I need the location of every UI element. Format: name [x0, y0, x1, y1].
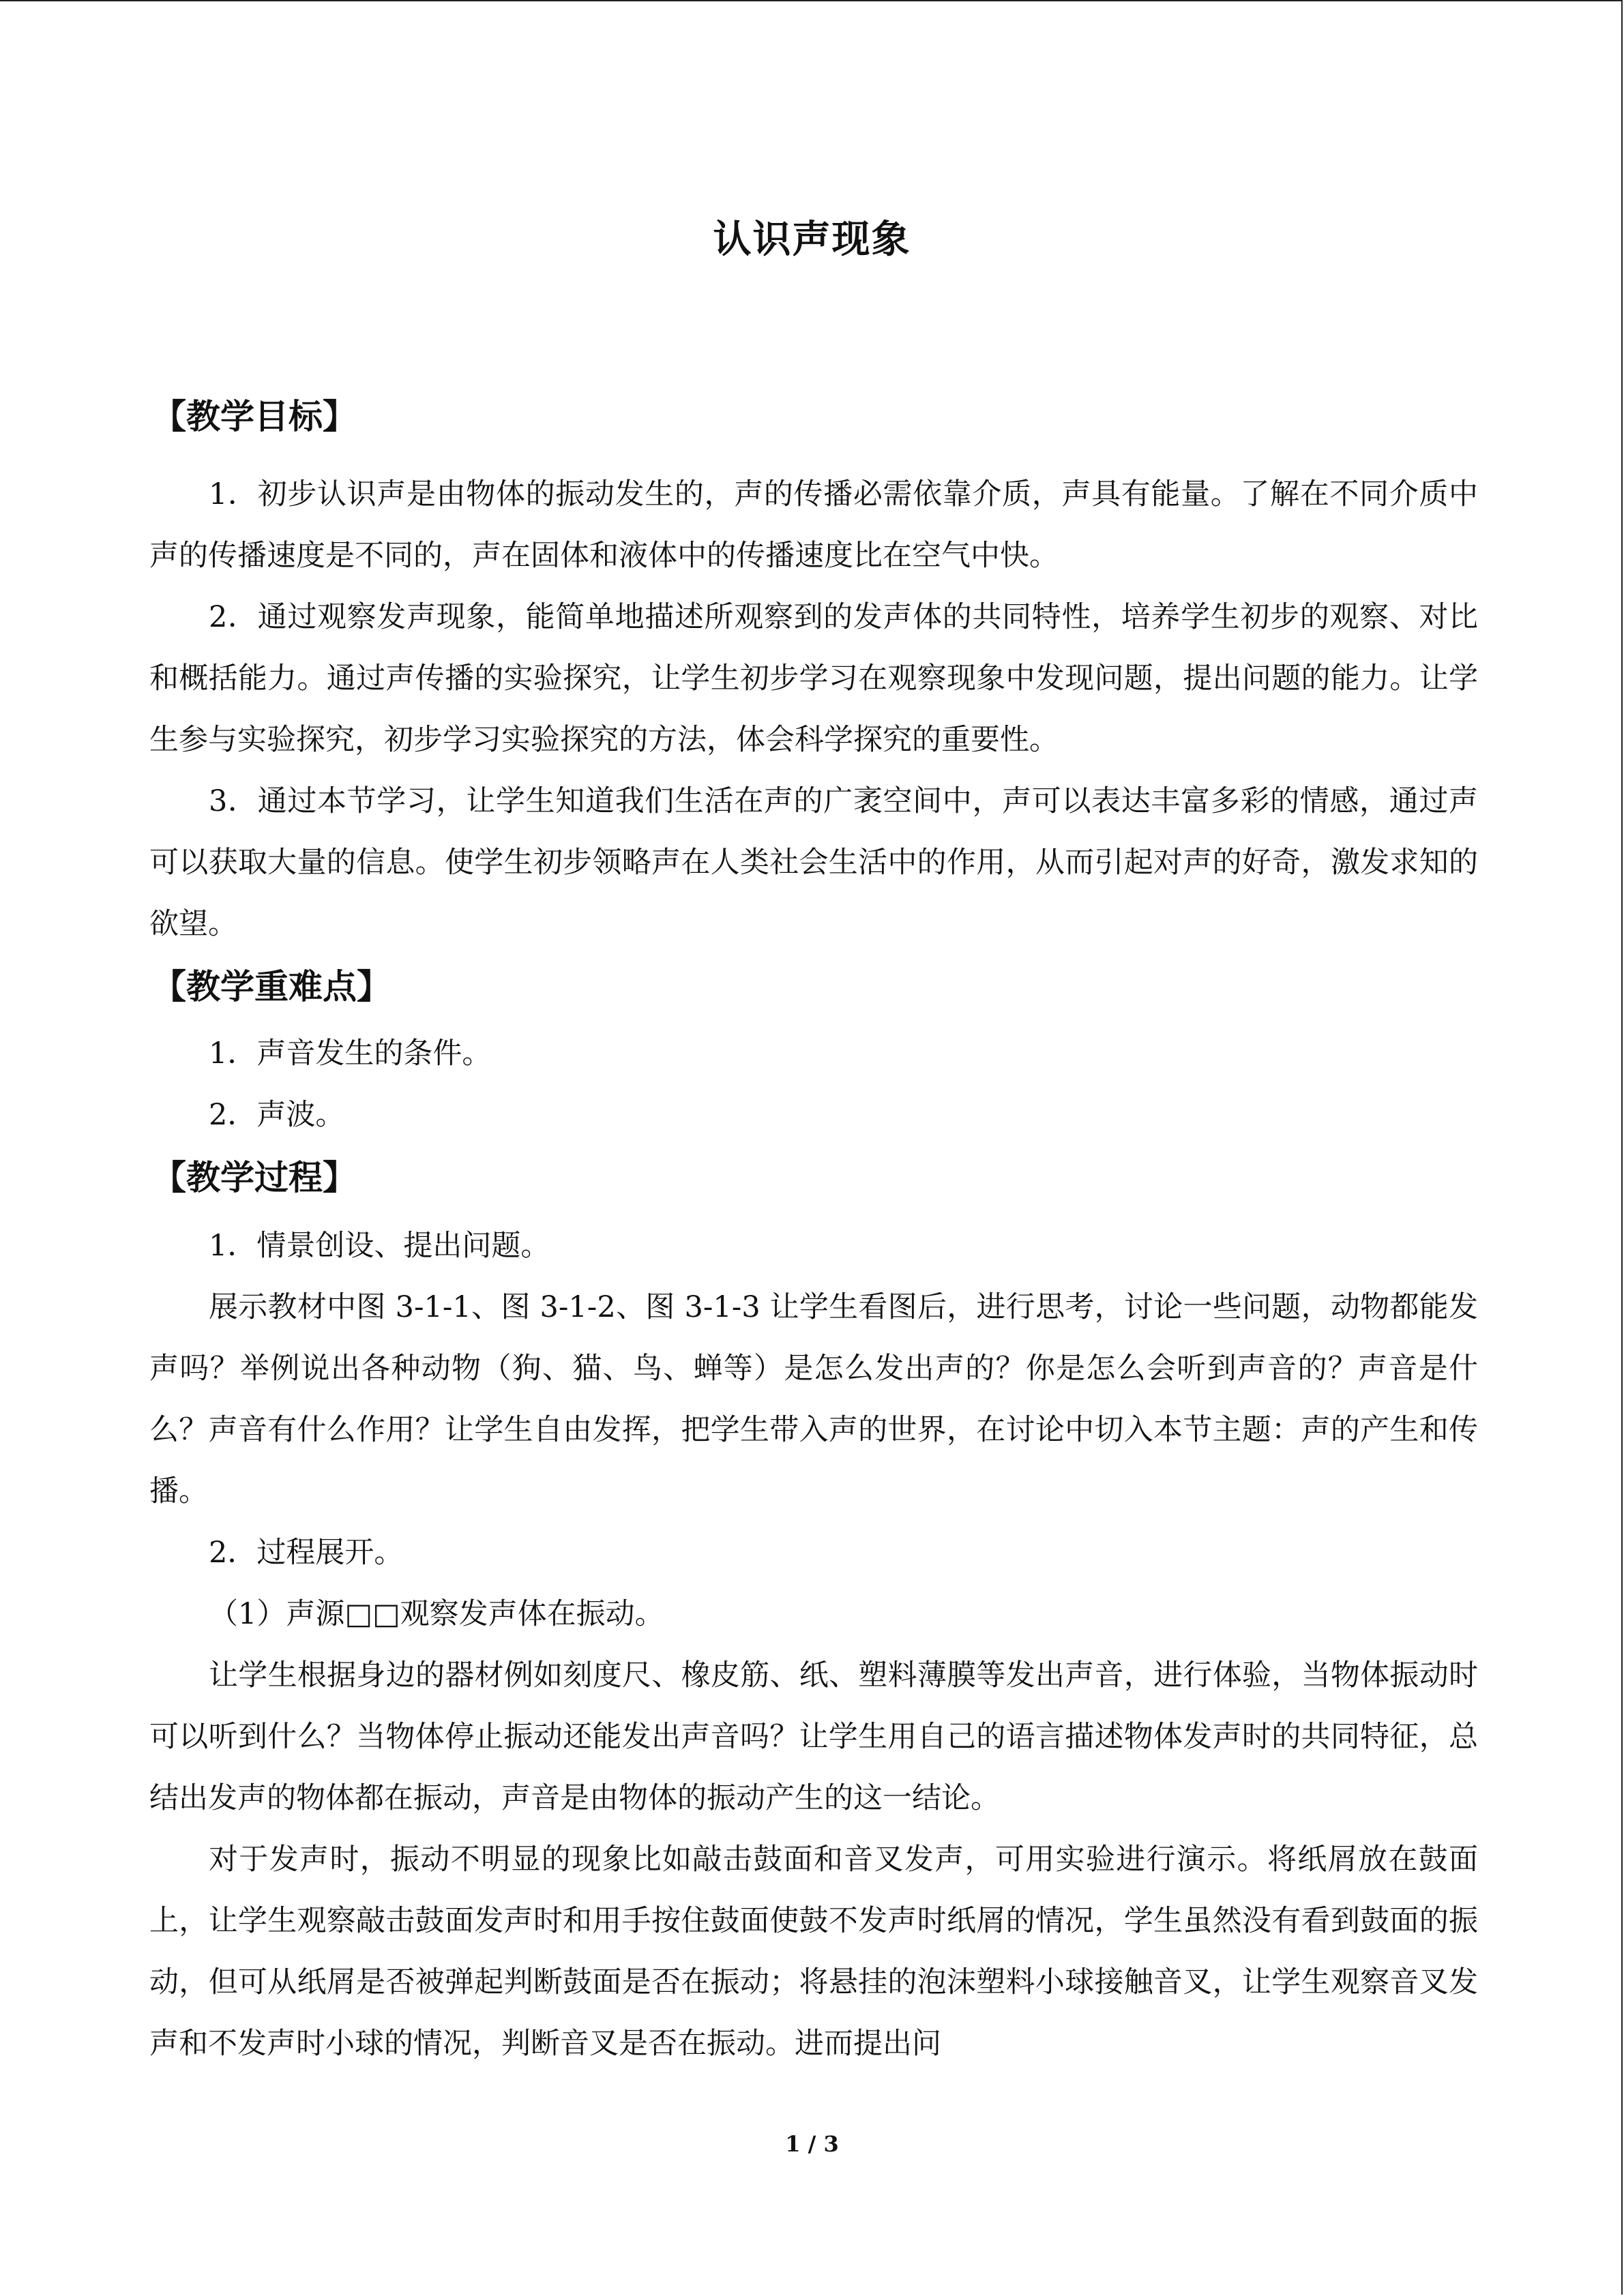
section-heading-process: 【教学过程】 [152, 1158, 357, 1197]
page-number: 1 / 3 [785, 2131, 839, 2157]
process-paragraph: 2．过程展开。 [209, 1536, 404, 1570]
section-heading-key-points: 【教学重难点】 [152, 967, 391, 1007]
process-paragraph: 让学生根据身边的器材例如刻度尺、橡皮筋、纸、塑料薄膜等发出声音，进行体验，当物体振动时可以听到什么？当物体停止振动还能发出声音吗？让学生用自己的语言描述物体发声时的共同特征，总结出发声的物体都在振动，声音是由物体的振动产生的这一结论。 [149, 1658, 1478, 1815]
document-title: 认识声现象 [713, 218, 911, 262]
process-paragraph: （1）声源□□观察发声体在振动。 [209, 1597, 664, 1631]
objective-paragraph: 3．通过本节学习，让学生知道我们生活在声的广袤空间中，声可以表达丰富多彩的情感，通过声可以获取大量的信息。使学生初步领略声在人类社会生活中的作用，从而引起对声的好奇，激发求知的欲望。 [149, 784, 1478, 941]
process-paragraph: 对于发声时，振动不明显的现象比如敲击鼓面和音叉发声，可用实验进行演示。将纸屑放在鼓面上，让学生观察敲击鼓面发声时和用手按住鼓面使鼓不发声时纸屑的情况，学生虽然没有看到鼓面的振动，但可从纸屑是否被弹起判断鼓面是否在振动；将悬挂的泡沫塑料小球接触音叉，让学生观察音叉发声和不发声时小球的情况，判断音叉是否在振动。进而提出问 [149, 1843, 1478, 2061]
section-heading-objectives: 【教学目标】 [152, 397, 357, 436]
document-body [149, 386, 1478, 2074]
process-paragraph: 1．情景创设、提出问题。 [209, 1229, 550, 1263]
objective-paragraph: 1．初步认识声是由物体的振动发生的，声的传播必需依靠介质，声具有能量。了解在不同介质中声的传播速度是不同的，声在固体和液体中的传播速度比在空气中快。 [149, 477, 1478, 573]
objective-paragraph: 2．通过观察发声现象，能简单地描述所观察到的发声体的共同特性，培养学生初步的观察、对比和概括能力。通过声传播的实验探究，让学生初步学习在观察现象中发现问题，提出问题的能力。让学生参与实验探究，初步学习实验探究的方法，体会科学探究的重要性。 [149, 600, 1478, 757]
key-point-paragraph: 1．声音发生的条件。 [209, 1037, 492, 1071]
process-paragraph: 展示教材中图 3-1-1、图 3-1-2、图 3-1-3 让学生看图后，进行思考，讨论一些问题，动物都能发声吗？举例说出各种动物（狗、猫、鸟、蝉等）是怎么发出声的？你是怎么会听到声音的？声音是什么？声音有什么作用？让学生自由发挥，把学生带入声的世界，在讨论中切入本节主题：声的产生和传播。 [149, 1290, 1478, 1508]
key-point-paragraph: 2．声波。 [209, 1098, 345, 1132]
